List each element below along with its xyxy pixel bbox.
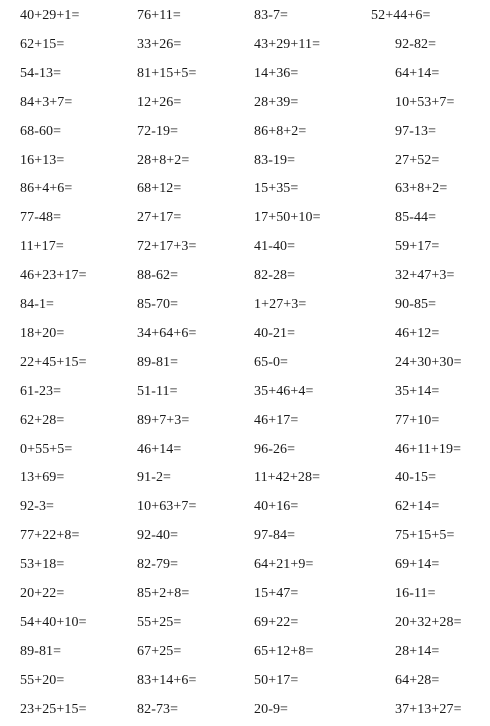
math-problem: 67+25= — [137, 643, 182, 659]
math-problem: 54+40+10= — [20, 614, 87, 630]
math-problem: 33+26= — [137, 36, 182, 52]
math-problem: 15+47= — [254, 586, 299, 601]
math-problem: 85-70= — [137, 297, 179, 312]
math-problem: 0+55+5= — [20, 441, 73, 457]
math-problem: 10+53+7= — [395, 94, 455, 110]
math-problem: 88-62= — [137, 268, 179, 284]
math-problem: 55+25= — [137, 614, 182, 630]
math-problem: 65+12+8= — [254, 643, 314, 659]
math-problem: 96-26= — [254, 441, 296, 457]
math-problem: 13+69= — [20, 470, 65, 486]
math-problem: 52+44+6= — [371, 8, 431, 23]
math-problem: 85+2+8= — [137, 586, 190, 601]
math-problem: 16-11= — [395, 586, 436, 601]
math-problem: 82-73= — [137, 701, 179, 717]
math-problem: 85-44= — [395, 210, 437, 226]
math-problem: 50+17= — [254, 672, 299, 688]
math-problem: 23+25+15= — [20, 701, 87, 717]
math-problem: 14+36= — [254, 65, 299, 81]
math-problem: 62+14= — [395, 499, 440, 515]
math-problem: 11+17= — [20, 239, 64, 255]
math-problem: 84-1= — [20, 297, 55, 312]
math-problem: 46+14= — [137, 441, 182, 457]
math-problem: 18+20= — [20, 325, 65, 341]
math-problem: 69+22= — [254, 614, 299, 630]
math-problem: 55+20= — [20, 672, 65, 688]
math-problem: 77+10= — [395, 412, 440, 428]
math-problem: 51-11= — [137, 383, 178, 399]
math-problem: 59+17= — [395, 239, 440, 255]
math-problem: 92-40= — [137, 528, 179, 544]
math-problem: 89-81= — [137, 354, 179, 370]
math-problem: 64+28= — [395, 672, 440, 688]
math-problem: 75+15+5= — [395, 528, 455, 544]
math-problem: 46+12= — [395, 325, 440, 341]
math-problem: 63+8+2= — [395, 181, 448, 197]
math-problem: 20-9= — [254, 701, 289, 717]
math-problem: 53+18= — [20, 557, 65, 573]
math-problem: 46+23+17= — [20, 268, 87, 284]
math-problem: 15+35= — [254, 181, 299, 197]
math-problem: 76+11= — [137, 8, 181, 23]
math-problem: 27+52= — [395, 152, 440, 168]
math-problem: 69+14= — [395, 557, 440, 573]
math-problem: 10+63+7= — [137, 499, 197, 515]
math-problem: 40+29+1= — [20, 8, 80, 23]
math-problem: 37+13+27= — [395, 701, 462, 717]
math-problem: 32+47+3= — [395, 268, 455, 284]
math-problem: 27+17= — [137, 210, 182, 226]
math-problem: 11+42+28= — [254, 470, 321, 486]
math-problem: 77-48= — [20, 210, 62, 226]
math-problem: 89+7+3= — [137, 412, 190, 428]
math-problem: 83+14+6= — [137, 672, 197, 688]
math-problem: 86+4+6= — [20, 181, 73, 197]
math-problem: 20+32+28= — [395, 614, 462, 630]
math-problem: 90-85= — [395, 297, 437, 312]
math-problem: 64+21+9= — [254, 557, 314, 573]
math-problem: 72+17+3= — [137, 239, 197, 255]
math-problem: 24+30+30= — [395, 354, 462, 370]
math-problem: 86+8+2= — [254, 123, 307, 139]
math-problem: 77+22+8= — [20, 528, 80, 544]
math-problem: 89-81= — [20, 643, 62, 659]
math-problem: 64+14= — [395, 65, 440, 81]
math-problem: 46+17= — [254, 412, 299, 428]
math-problem: 17+50+10= — [254, 210, 321, 226]
math-problem: 72-19= — [137, 123, 179, 139]
math-problem: 61-23= — [20, 383, 62, 399]
math-problem: 91-2= — [137, 470, 172, 486]
math-problem: 28+14= — [395, 643, 440, 659]
math-problem: 43+29+11= — [254, 36, 321, 52]
math-problem: 16+13= — [20, 152, 65, 168]
math-problem: 65-0= — [254, 354, 289, 370]
math-problem: 20+22= — [20, 586, 65, 601]
math-problem: 35+14= — [395, 383, 440, 399]
math-problem: 68-60= — [20, 123, 62, 139]
math-problem: 92-82= — [395, 36, 437, 52]
math-problem: 62+28= — [20, 412, 65, 428]
math-problem: 40-21= — [254, 325, 296, 341]
math-problem: 84+3+7= — [20, 94, 73, 110]
math-problem: 97-13= — [395, 123, 437, 139]
math-problem: 34+64+6= — [137, 325, 197, 341]
math-problem: 81+15+5= — [137, 65, 197, 81]
math-problem: 40+16= — [254, 499, 299, 515]
math-problem: 97-84= — [254, 528, 296, 544]
math-problem: 28+39= — [254, 94, 299, 110]
math-problem: 41-40= — [254, 239, 296, 255]
math-problem: 1+27+3= — [254, 297, 307, 312]
math-problem: 83-7= — [254, 8, 289, 23]
math-problem: 46+11+19= — [395, 441, 462, 457]
math-problem: 40-15= — [395, 470, 437, 486]
math-problem: 92-3= — [20, 499, 55, 515]
math-problem: 22+45+15= — [20, 354, 87, 370]
math-problem: 28+8+2= — [137, 152, 190, 168]
math-problem: 54-13= — [20, 65, 62, 81]
math-problem: 82-28= — [254, 268, 296, 284]
math-problem: 83-19= — [254, 152, 296, 168]
math-problem: 68+12= — [137, 181, 182, 197]
math-problem: 62+15= — [20, 36, 65, 52]
math-problem: 12+26= — [137, 94, 182, 110]
math-problem: 82-79= — [137, 557, 179, 573]
math-problem: 35+46+4= — [254, 383, 314, 399]
